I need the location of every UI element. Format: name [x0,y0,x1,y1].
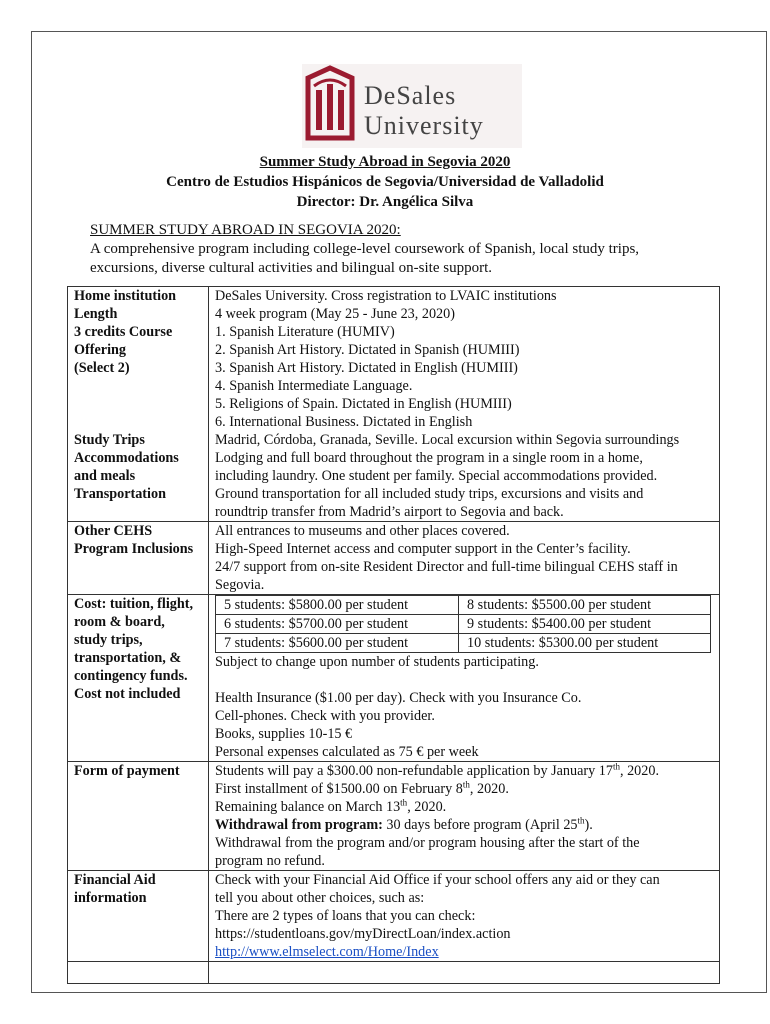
value-transportation-2: roundtrip transfer from Madrid’s airport to Segovia and back. [215,504,564,520]
payment-line-6: program no refund. [215,853,325,869]
elmselect-link[interactable]: http://www.elmselect.com/Home/Index [215,944,439,960]
row-label [68,871,209,962]
value-accommodations-2: including laundry. One student per family. Special accommodations provided. [215,468,658,484]
cost-cell: 5 students: $5800.00 per student [216,596,459,615]
row-label [68,522,209,595]
label-cost-2: room & board, [74,614,165,630]
value-home: DeSales University. Cross registration to LVAIC institutions [215,288,557,304]
value-accommodations-1: Lodging and full board throughout the program in a single room in a home, [215,450,643,466]
table-row [68,522,720,595]
label-courses-3: (Select 2) [74,360,130,376]
aid-line-3: There are 2 types of loans that you can check: [215,908,476,924]
heading-director: Director: Dr. Angélica Silva [296,194,474,210]
table-row [68,762,720,871]
label-aid-2: information [74,890,147,906]
university-logo [302,64,522,148]
aid-line-1: Check with your Financial Aid Office if your school offers any aid or they can [215,872,660,888]
label-courses-2: Offering [74,342,127,358]
row-value [209,871,720,962]
cost-cell: 9 students: $5400.00 per student [459,615,711,634]
label-accommodations-2: and meals [74,468,136,484]
intro-text: A comprehensive program including college-level coursework of Spanish, local study trips, excursions, diverse cultural activities and bilingual on-site support. [90,241,640,276]
empty-cell [68,962,209,984]
cost-cell: 7 students: $5600.00 per student [216,634,459,653]
heading-center: Centro de Estudios Hispánicos de Segovia/Universidad de Valladolid [166,174,604,190]
aid-line-4: https://studentloans.gov/myDirectLoan/index.action [215,926,511,942]
heading-title: Summer Study Abroad in Segovia 2020 [259,154,511,170]
aid-line-2: tell you about other choices, such as: [215,890,425,906]
label-cost-5: contingency funds. [74,668,188,684]
course-item: 3. Spanish Art History. Dictated in English (HUMIII) [215,360,518,376]
row-value [209,762,720,871]
cost-cell: 6 students: $5700.00 per student [216,615,459,634]
label-payment: Form of payment [74,763,180,779]
row-label [68,287,209,522]
table-row [68,871,720,962]
not-included-item: Cell-phones. Check with you provider. [215,708,435,724]
label-courses-1: 3 credits Course [74,324,173,340]
row-label [68,762,209,871]
document-heading [0,152,770,212]
label-cost-1: Cost: tuition, flight, [74,596,194,612]
row-value [209,522,720,595]
cost-cell: 8 students: $5500.00 per student [459,596,711,615]
value-trips: Madrid, Córdoba, Granada, Seville. Local excursion within Segovia surroundings [215,432,680,448]
value-inclusions-1: All entrances to museums and other places covered. [215,523,510,539]
label-aid-1: Financial Aid [74,872,156,888]
not-included-item: Personal expenses calculated as 75 € per week [215,744,479,760]
svg-text:University: University [364,111,484,140]
table-row [68,962,720,984]
label-inclusions-2: Program Inclusions [74,541,194,557]
value-inclusions-4: Segovia. [215,577,265,593]
program-info-table [67,286,720,984]
payment-line-3: Remaining balance on March 13th, 2020. [215,797,447,815]
empty-cell [209,962,720,984]
course-item: 5. Religions of Spain. Dictated in English (HUMIII) [215,396,512,412]
table-row [216,615,711,634]
value-transportation-1: Ground transportation for all included study trips, excursions and visits and [215,486,644,502]
table-row [68,287,720,522]
intro-section [90,221,710,278]
payment-line-1: Students will pay a $300.00 non-refundable application by January 17th, 2020. [215,761,659,779]
table-row [68,595,720,762]
label-length: Length [74,306,118,322]
desales-logo-icon [302,64,522,148]
label-transportation: Transportation [74,486,166,502]
payment-line-4: Withdrawal from program: 30 days before program (April 25th). [215,815,593,833]
row-label [68,595,209,762]
course-item: 2. Spanish Art History. Dictated in Spanish (HUMIII) [215,342,520,358]
label-not-included: Cost not included [74,686,181,702]
row-value [209,287,720,522]
svg-text:DeSales: DeSales [364,81,457,110]
not-included-item: Books, supplies 10-15 € [215,726,353,742]
cost-cell: 10 students: $5300.00 per student [459,634,711,653]
label-inclusions-1: Other CEHS [74,523,153,539]
cost-table [215,595,711,653]
label-cost-3: study trips, [74,632,143,648]
table-row [216,634,711,653]
not-included-item: Health Insurance ($1.00 per day). Check with you Insurance Co. [215,690,582,706]
value-inclusions-2: High-Speed Internet access and computer support in the Center’s facility. [215,541,631,557]
label-accommodations-1: Accommodations [74,450,179,466]
label-home: Home institution [74,288,177,304]
value-length: 4 week program (May 25 - June 23, 2020) [215,306,455,322]
course-item: 6. International Business. Dictated in English [215,414,473,430]
intro-caption: SUMMER STUDY ABROAD IN SEGOVIA 2020: [90,222,401,238]
label-trips: Study Trips [74,432,145,448]
payment-line-5: Withdrawal from the program and/or program housing after the start of the [215,835,640,851]
table-row [216,596,711,615]
course-item: 1. Spanish Literature (HUMIV) [215,324,395,340]
value-inclusions-3: 24/7 support from on-site Resident Director and full-time bilingual CEHS staff in [215,559,678,575]
row-value [209,595,720,762]
cost-note: Subject to change upon number of students participating. [215,654,539,670]
course-item: 4. Spanish Intermediate Language. [215,378,413,394]
payment-line-2: First installment of $1500.00 on February 8th, 2020. [215,779,509,797]
label-cost-4: transportation, & [74,650,182,666]
